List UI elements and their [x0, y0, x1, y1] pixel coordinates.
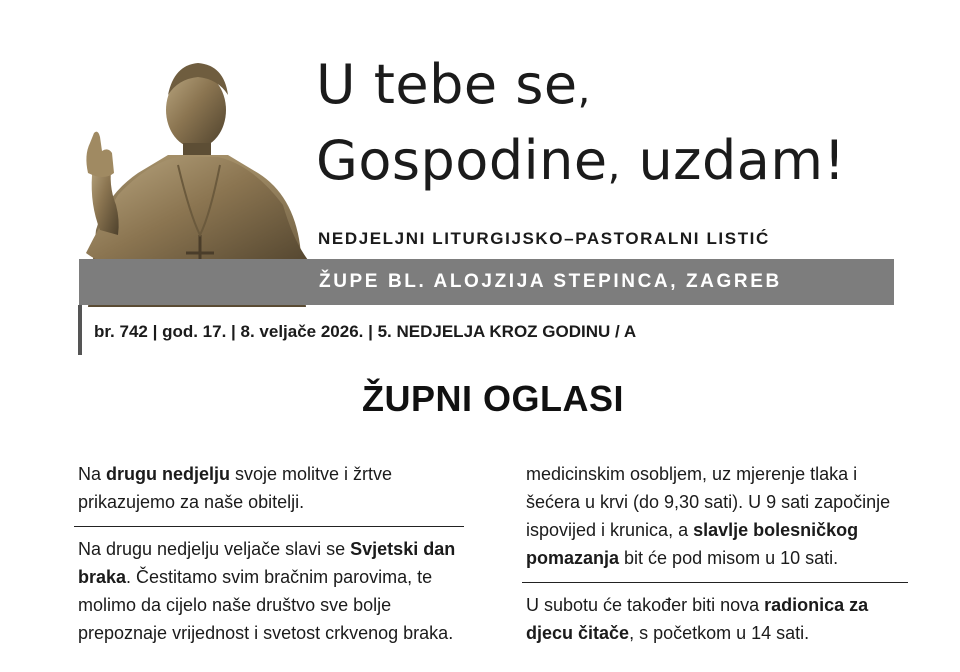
text-run: svoje molitve i žrtve prikazujemo za naše obitelji. [78, 464, 393, 512]
bold-text-run: radionica za djecu čitače [526, 595, 869, 643]
parish-name: ŽUPE BL. ALOJZIJA STEPINCA, ZAGREB [319, 271, 782, 292]
text-run: U subotu će također biti nova [526, 595, 765, 615]
issue-divider [78, 305, 82, 355]
issue-info: br. 742 | god. 17. | 8. veljače 2026. | 5. NEDJELJA KROZ GODINU / A [94, 322, 637, 341]
parish-band [79, 259, 894, 305]
bold-text-run: slavlje bolesničkog pomazanja [526, 520, 859, 568]
text-run: Na [78, 464, 107, 484]
text-run: bit će pod misom u 10 sati. [619, 548, 839, 568]
title-comma: , [607, 143, 621, 189]
title-text: Gospodine [316, 129, 608, 192]
left-column [78, 460, 468, 647]
paragraph-separator [522, 582, 908, 583]
bold-text-run: Svjetski dan braka [78, 539, 456, 587]
title-text: U tebe se [316, 53, 578, 116]
announcement-paragraph [78, 535, 468, 647]
masthead-title-line-2 [316, 129, 846, 192]
masthead-subtitle: NEDJELJNI LITURGIJSKO–PASTORALNI LISTIĆ [318, 229, 770, 248]
section-title: ŽUPNI OGLASI [361, 378, 624, 419]
text-run: . Čestitamo svim bračnim parovima, te molimo da cijelo naše društvo sve bolje prepoznaje vrijednost i svetost crkvenog braka. [78, 567, 454, 643]
title-comma: , [577, 67, 591, 113]
announcement-paragraph [526, 460, 916, 572]
text-run: medicinskim osobljem, uz mjerenje tlaka i šećera u krvi (do 9,30 sati). U 9 sati započinje ispovijed i krunica, a [526, 464, 891, 540]
bold-text-run: drugu nedjelju [106, 464, 231, 484]
text-run: Na drugu nedjelju veljače slavi se [78, 539, 351, 559]
announcement-paragraph [78, 460, 468, 516]
announcement-paragraph [526, 591, 916, 647]
paragraph-separator [74, 526, 464, 527]
masthead-title-line-1 [316, 53, 591, 116]
title-text: uzdam! [620, 129, 846, 192]
text-run: , s početkom u 14 sati. [629, 623, 810, 643]
right-column [526, 460, 916, 647]
